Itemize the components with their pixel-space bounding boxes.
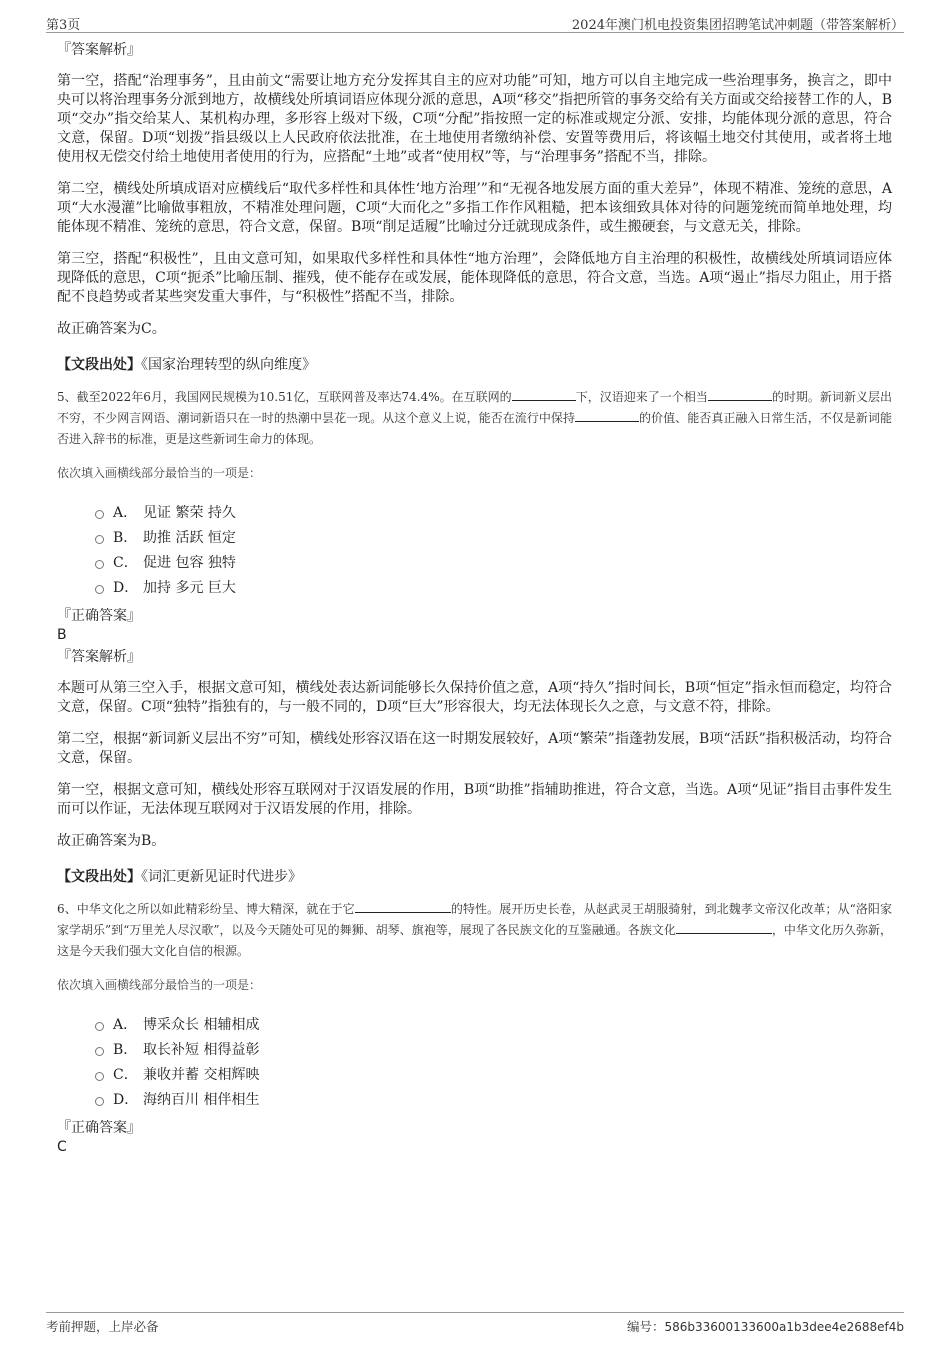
code-value: 586b33600133600a1b3dee4e2688ef4b xyxy=(664,1320,904,1334)
question-text: 5、截至2022年6月，我国网民规模为10.51亿，互联网普及率达74.4%。在互联网的 xyxy=(57,390,512,404)
option-d[interactable]: D． 加持 多元 巨大 xyxy=(95,576,892,601)
question-text: 的价值、能否真正融入日常生活，不仅是新词能否进入辞书的标准，更是这些新词生命力的体现。 xyxy=(57,411,892,446)
source-title: 《国家治理转型的纵向维度》 xyxy=(141,357,316,373)
option-d[interactable]: D． 海纳百川 相伴相生 xyxy=(95,1088,892,1113)
source-label: 【文段出处】 xyxy=(57,357,141,373)
radio-icon[interactable] xyxy=(95,560,104,569)
page-footer xyxy=(46,1312,904,1337)
analysis-paragraph: 本题可从第三空入手，根据文意可知，横线处表达新词能够长久保持价值之意，A项“持久”指时间长，B项“恒定”指永恒而稳定，均符合文意，保留。C项“独特”指独有的，与一般不同的，D项“巨大”形容很大，均无法体现长久之意，与文意不符，排除。 xyxy=(57,680,892,715)
question-text: 的特性。展开历史长卷，从赵武灵王胡服骑射，到北魏孝文帝汉化改革；从“洛阳家家学胡乐”到“万里羌人尽汉歌”，以及今天随处可见的舞狮、胡琴、旗袍等，展现了各民族文化的互鉴融通。各族文化 xyxy=(57,902,893,937)
question-prompt: 依次填入画横线部分最恰当的一项是： xyxy=(57,466,262,480)
option-c[interactable]: C． 兼收并蓄 交相辉映 xyxy=(95,1063,892,1088)
question-text: 6、中华文化之所以如此精彩纷呈、博大精深，就在于它 xyxy=(57,902,355,916)
answer-blank xyxy=(512,388,576,401)
radio-icon[interactable] xyxy=(95,1047,104,1056)
page-header xyxy=(46,10,904,33)
source-title: 《词汇更新见证时代进步》 xyxy=(141,869,302,885)
answer-blank xyxy=(676,921,772,934)
analysis-paragraph: 第二空，横线处所填成语对应横线后“取代多样性和具体性‘地方治理’”和“无视各地发展方面的重大差异”，体现不精准、笼统的意思，A项“大水漫灌”比喻做事粗放，不精准处理问题，C项“大而化之”多指工作作风粗糙，把本该细致具体对待的问题笼统而简单地处理，均能体现不精准、笼统的意思，符合文意，保留。B项“削足适履”比喻过分迁就现成条件，或生搬硬套，与文意无关，排除。 xyxy=(57,181,892,235)
radio-icon[interactable] xyxy=(95,510,104,519)
radio-icon[interactable] xyxy=(95,535,104,544)
answer-analysis-label: 『答案解析』 xyxy=(57,649,141,665)
option-c[interactable]: C． 促进 包容 独特 xyxy=(95,551,892,576)
answer-blank xyxy=(575,409,639,422)
analysis-conclusion: 故正确答案为B。 xyxy=(57,833,166,849)
source-citation xyxy=(57,867,892,887)
analysis-paragraph: 第一空，搭配“治理事务”，且由前文“需要让地方充分发挥其自主的应对功能”可知，地方可以自主地完成一些治理事务，换言之，即中央可以将治理事务分派到地方，故横线处所填词语应体现分派的意思，A项“移交”指把所管的事务交给有关方面或交给接替工作的人，B项“交办”指交给某人、某机构办理，多形容上级对下级，C项“分配”指按照一定的标准或规定分派、安排，均能体现分派的意思，符合文意，保留。D项“划拨”指县级以上人民政府依法批准，在土地使用者缴纳补偿、安置等费用后，将该幅土地交付其使用，或者将土地使用权无偿交付给土地使用者使用的行为，应搭配“土地”或者“使用权”等，与“治理事务”搭配不当，排除。 xyxy=(57,73,892,165)
answer-blank xyxy=(355,900,451,913)
source-citation xyxy=(57,355,892,375)
question-6-options xyxy=(95,1013,892,1113)
answer-blank xyxy=(708,388,772,401)
question-5-options xyxy=(95,501,892,601)
correct-answer-value: C xyxy=(57,1139,67,1155)
option-b[interactable]: B． 助推 活跃 恒定 xyxy=(95,526,892,551)
correct-answer-value: B xyxy=(57,627,67,643)
question-text: 下，汉语迎来了一个相当 xyxy=(575,390,708,404)
analysis-paragraph: 第一空，根据文意可知，横线处形容互联网对于汉语发展的作用，B项“助推”指辅助推进，符合文意，当选。A项“见证”指目击事件发生而可以作证，无法体现互联网对于汉语发展的作用，排除。 xyxy=(57,782,892,817)
radio-icon[interactable] xyxy=(95,1022,104,1031)
source-label: 【文段出处】 xyxy=(57,869,141,885)
radio-icon[interactable] xyxy=(95,1097,104,1106)
analysis-conclusion: 故正确答案为C。 xyxy=(57,321,166,337)
radio-icon[interactable] xyxy=(95,1072,104,1081)
radio-icon[interactable] xyxy=(95,585,104,594)
question-6-stem xyxy=(57,899,892,962)
question-text: 的时期。新词新义层出不穷，不少网言网语、潮词新语只在一时的热潮中昙花一现。从这个意义上说，能否在流行中保持 xyxy=(57,390,892,425)
option-a[interactable]: A． 见证 繁荣 持久 xyxy=(95,501,892,526)
option-a[interactable]: A． 博采众长 相辅相成 xyxy=(95,1013,892,1038)
document-title: 2024年澳门机电投资集团招聘笔试冲刺题（带答案解析） xyxy=(571,18,904,33)
question-text: ，中华文化历久弥新，这是今天我们强大文化自信的根源。 xyxy=(57,923,892,958)
option-b[interactable]: B． 取长补短 相得益彰 xyxy=(95,1038,892,1063)
question-prompt: 依次填入画横线部分最恰当的一项是： xyxy=(57,978,262,992)
page-number: 第3页 xyxy=(46,18,81,33)
correct-answer-label: 『正确答案』 xyxy=(57,608,141,624)
question-5-stem xyxy=(57,387,892,450)
answer-analysis-label: 『答案解析』 xyxy=(57,42,141,58)
analysis-paragraph: 第二空，根据“新词新义层出不穷”可知，横线处形容汉语在这一时期发展较好，A项“繁荣”指蓬勃发展，B项“活跃”指积极活动，均符合文意，保留。 xyxy=(57,731,892,766)
page-content xyxy=(57,40,892,1159)
code-label: 编号： xyxy=(626,1319,665,1334)
analysis-paragraph: 第三空，搭配“积极性”，且由文意可知，如果取代多样性和具体性“地方治理”，会降低地方自主治理的积极性，故横线处所填词语应体现降低的意思，C项“扼杀”比喻压制、摧残，使不能存在或发展，能体现降低的意思，符合文意，当选。A项“遏止”指尽力阻止，用于搭配不良趋势或者某些突发重大事件，与“积极性”搭配不当，排除。 xyxy=(57,251,892,305)
footer-slogan: 考前押题，上岸必备 xyxy=(46,1319,159,1334)
correct-answer-label: 『正确答案』 xyxy=(57,1120,141,1136)
document-code xyxy=(627,1317,904,1335)
